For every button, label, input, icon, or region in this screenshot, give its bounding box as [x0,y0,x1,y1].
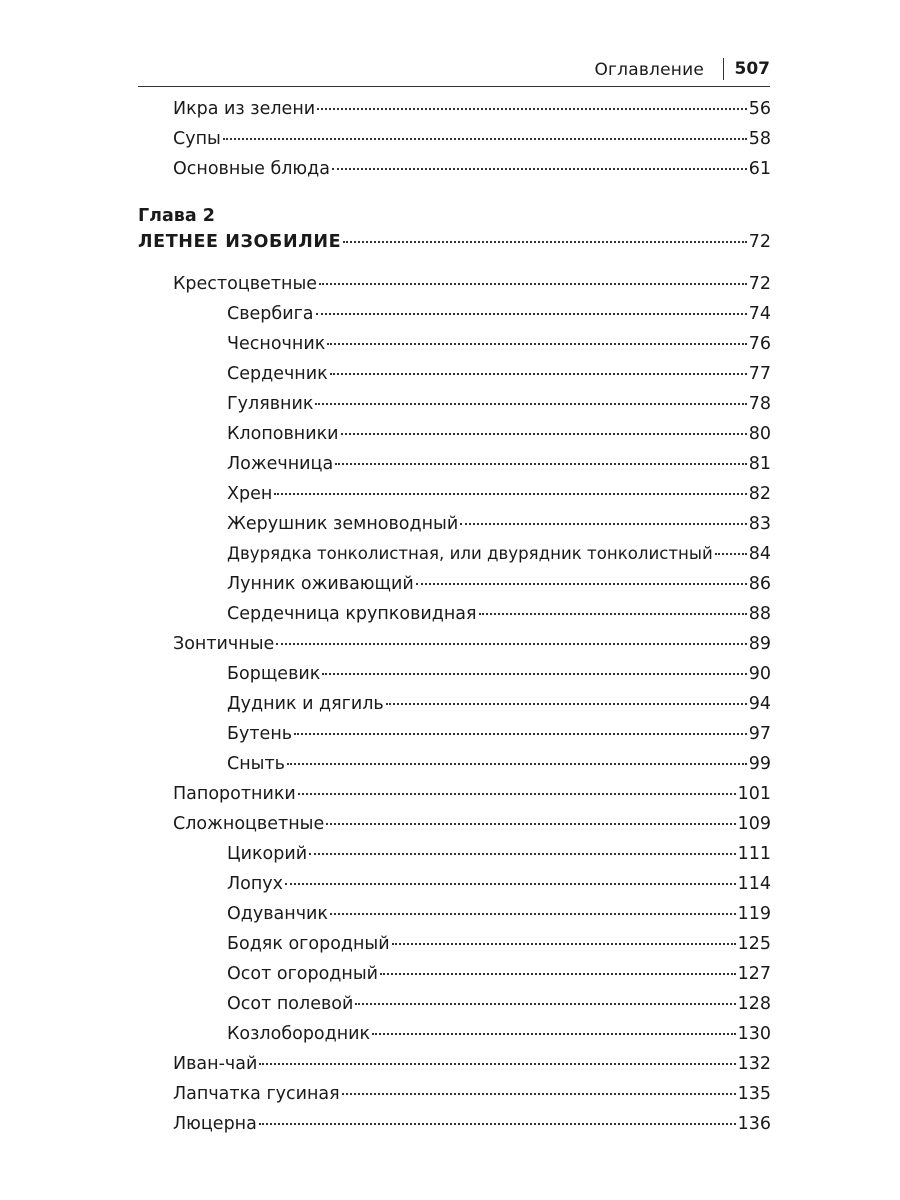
dot-leader [322,673,746,675]
toc-entry-page: 61 [748,159,771,179]
toc-subentry[interactable] [227,962,771,986]
toc-entry-page: 74 [748,304,771,324]
toc-subentry[interactable] [227,932,771,956]
dot-leader [343,241,747,243]
toc-entry-page: 77 [748,364,771,384]
dot-leader [285,883,736,885]
toc-entry-page: 97 [748,724,771,744]
toc-entry-title: Лапчатка гусиная [173,1084,340,1104]
dot-leader [460,523,747,525]
toc-subentry[interactable] [227,662,771,686]
dot-leader [294,733,747,735]
toc-entry-page: 119 [737,904,771,924]
toc-entry-title: Бутень [227,724,293,744]
toc-entry-title: Лунник оживающий [227,574,414,594]
dot-leader [416,583,747,585]
dot-leader [326,823,735,825]
chapter-label: Глава 2 [138,206,215,226]
toc-entry[interactable] [173,782,771,806]
toc-entry-page: 72 [748,274,771,294]
toc-entry-title: Бодяк огородный [227,934,390,954]
toc-entry-title: Осот огородный [227,964,379,984]
toc-entry-page: 127 [737,964,771,984]
dot-leader [386,703,747,705]
toc-subentry[interactable] [227,332,771,356]
dot-leader [276,643,746,645]
toc-entry-title: Люцерна [173,1114,257,1134]
dot-leader [335,463,747,465]
toc-subentry[interactable] [227,722,771,746]
toc-entry-page: 82 [748,484,771,504]
toc-subentry[interactable] [227,302,771,326]
toc-entry-title: Иван-чай [173,1054,258,1074]
dot-leader [479,613,747,615]
dot-leader [319,283,747,285]
header-separator [723,58,725,80]
toc-subentry[interactable] [227,602,771,626]
toc-entry-page: 56 [748,99,771,119]
toc-entry-page: 83 [748,514,771,534]
toc-entry-title: Одуванчик [227,904,328,924]
toc-entry-title: Папоротники [173,784,296,804]
toc-subentry[interactable] [227,902,771,926]
toc-entry-title: Сложноцветные [173,814,325,834]
toc-entry-title: Сердечник [227,364,328,384]
toc-entry-title: Зонтичные [173,634,275,654]
dot-leader [355,1003,735,1005]
dot-leader [372,1033,735,1035]
header-section-title: Оглавление [594,60,704,80]
toc-subentry[interactable] [227,512,771,536]
toc-entry[interactable] [173,1082,771,1106]
toc-subentry[interactable] [227,842,771,866]
toc-entry-title: Борщевик [227,664,321,684]
dot-leader [342,1093,736,1095]
dot-leader [274,493,746,495]
toc-entry-page: 125 [737,934,771,954]
toc-entry-page: 130 [737,1024,771,1044]
toc-entry[interactable] [173,127,771,151]
toc-entry[interactable] [173,812,771,836]
toc-subentry[interactable] [227,482,771,506]
dot-leader [341,433,747,435]
dot-leader [259,1063,735,1065]
toc-entry-page: 86 [748,574,771,594]
toc-entry-page: 78 [748,394,771,414]
toc-entry-page: 90 [748,664,771,684]
toc-entry-page: 84 [748,544,771,564]
toc-entry-title: Осот полевой [227,994,354,1014]
toc-entry-title: Гулявник [227,394,314,414]
toc-entry[interactable] [173,1052,771,1076]
toc-entry-title: Лопух [227,874,284,894]
dot-leader [316,313,747,315]
toc-subentry[interactable] [227,542,771,566]
toc-entry-title: Сердечница крупковидная [227,604,477,624]
dot-leader [223,138,747,140]
toc-entry-title: Козлобородник [227,1024,371,1044]
toc-entry-page: 135 [737,1084,771,1104]
toc-entry-title: Свербига [227,304,314,324]
toc-entry-title: Двурядка тонколистная, или двурядник тонколистный [227,544,713,563]
toc-entry[interactable] [173,1112,771,1136]
toc-entry-title: Дудник и дягиль [227,694,384,714]
toc-entry-page: 58 [748,129,771,149]
dot-leader [392,943,736,945]
header-page-number: 507 [734,59,770,79]
dot-leader [715,553,747,555]
toc-entry-page: 99 [748,754,771,774]
dot-leader [259,1123,736,1125]
toc-entry-page: 88 [748,604,771,624]
toc-entry-title: Сныть [227,754,285,774]
toc-subentry[interactable] [227,572,771,596]
dot-leader [315,403,746,405]
toc-entry-page: 76 [748,334,771,354]
running-header [138,56,770,87]
chapter-title-entry[interactable] [138,230,771,254]
dot-leader [298,793,736,795]
dot-leader [332,168,747,170]
dot-leader [287,763,747,765]
toc-entry[interactable] [173,97,771,121]
dot-leader [327,343,746,345]
toc-subentry[interactable] [227,692,771,716]
toc-subentry[interactable] [227,752,771,776]
toc-entry[interactable] [173,272,771,296]
toc-entry-title: Икра из зелени [173,99,316,119]
toc-entry-page: 81 [748,454,771,474]
toc-entry-title: Хрен [227,484,273,504]
toc-subentry[interactable] [227,872,771,896]
dot-leader [309,853,736,855]
chapter-title: ЛЕТНЕЕ ИЗОБИЛИЕ [138,232,342,252]
toc-entry-page: 111 [737,844,771,864]
toc-subentry[interactable] [227,392,771,416]
toc-entry-title: Клоповники [227,424,339,444]
toc-entry-page: 89 [748,634,771,654]
dot-leader [317,108,747,110]
toc-entry-title: Супы [173,129,221,149]
toc-subentry[interactable] [227,452,771,476]
toc-entry[interactable] [173,157,771,181]
toc-entry-title: Жерушник земноводный [227,514,459,534]
toc-entry-page: 101 [737,784,771,804]
toc-entry-page: 136 [737,1114,771,1134]
chapter-page: 72 [748,232,771,252]
toc-entry-title: Крестоцветные [173,274,318,294]
toc-entry-page: 80 [748,424,771,444]
toc-entry-page: 109 [737,814,771,834]
toc-entry-page: 94 [748,694,771,714]
toc-subentry[interactable] [227,992,771,1016]
dot-leader [330,373,747,375]
toc-subentry[interactable] [227,362,771,386]
toc-entry-page: 132 [737,1054,771,1074]
dot-leader [380,973,736,975]
toc-entry-title: Основные блюда [173,159,330,179]
toc-entry-page: 114 [737,874,771,894]
toc-subentry[interactable] [227,422,771,446]
toc-entry-title: Ложечница [227,454,334,474]
toc-subentry[interactable] [227,1022,771,1046]
toc-entry-page: 128 [737,994,771,1014]
toc-entry-title: Цикорий [227,844,308,864]
toc-entry[interactable] [173,632,771,656]
dot-leader [330,913,736,915]
toc-entry-title: Чесночник [227,334,326,354]
